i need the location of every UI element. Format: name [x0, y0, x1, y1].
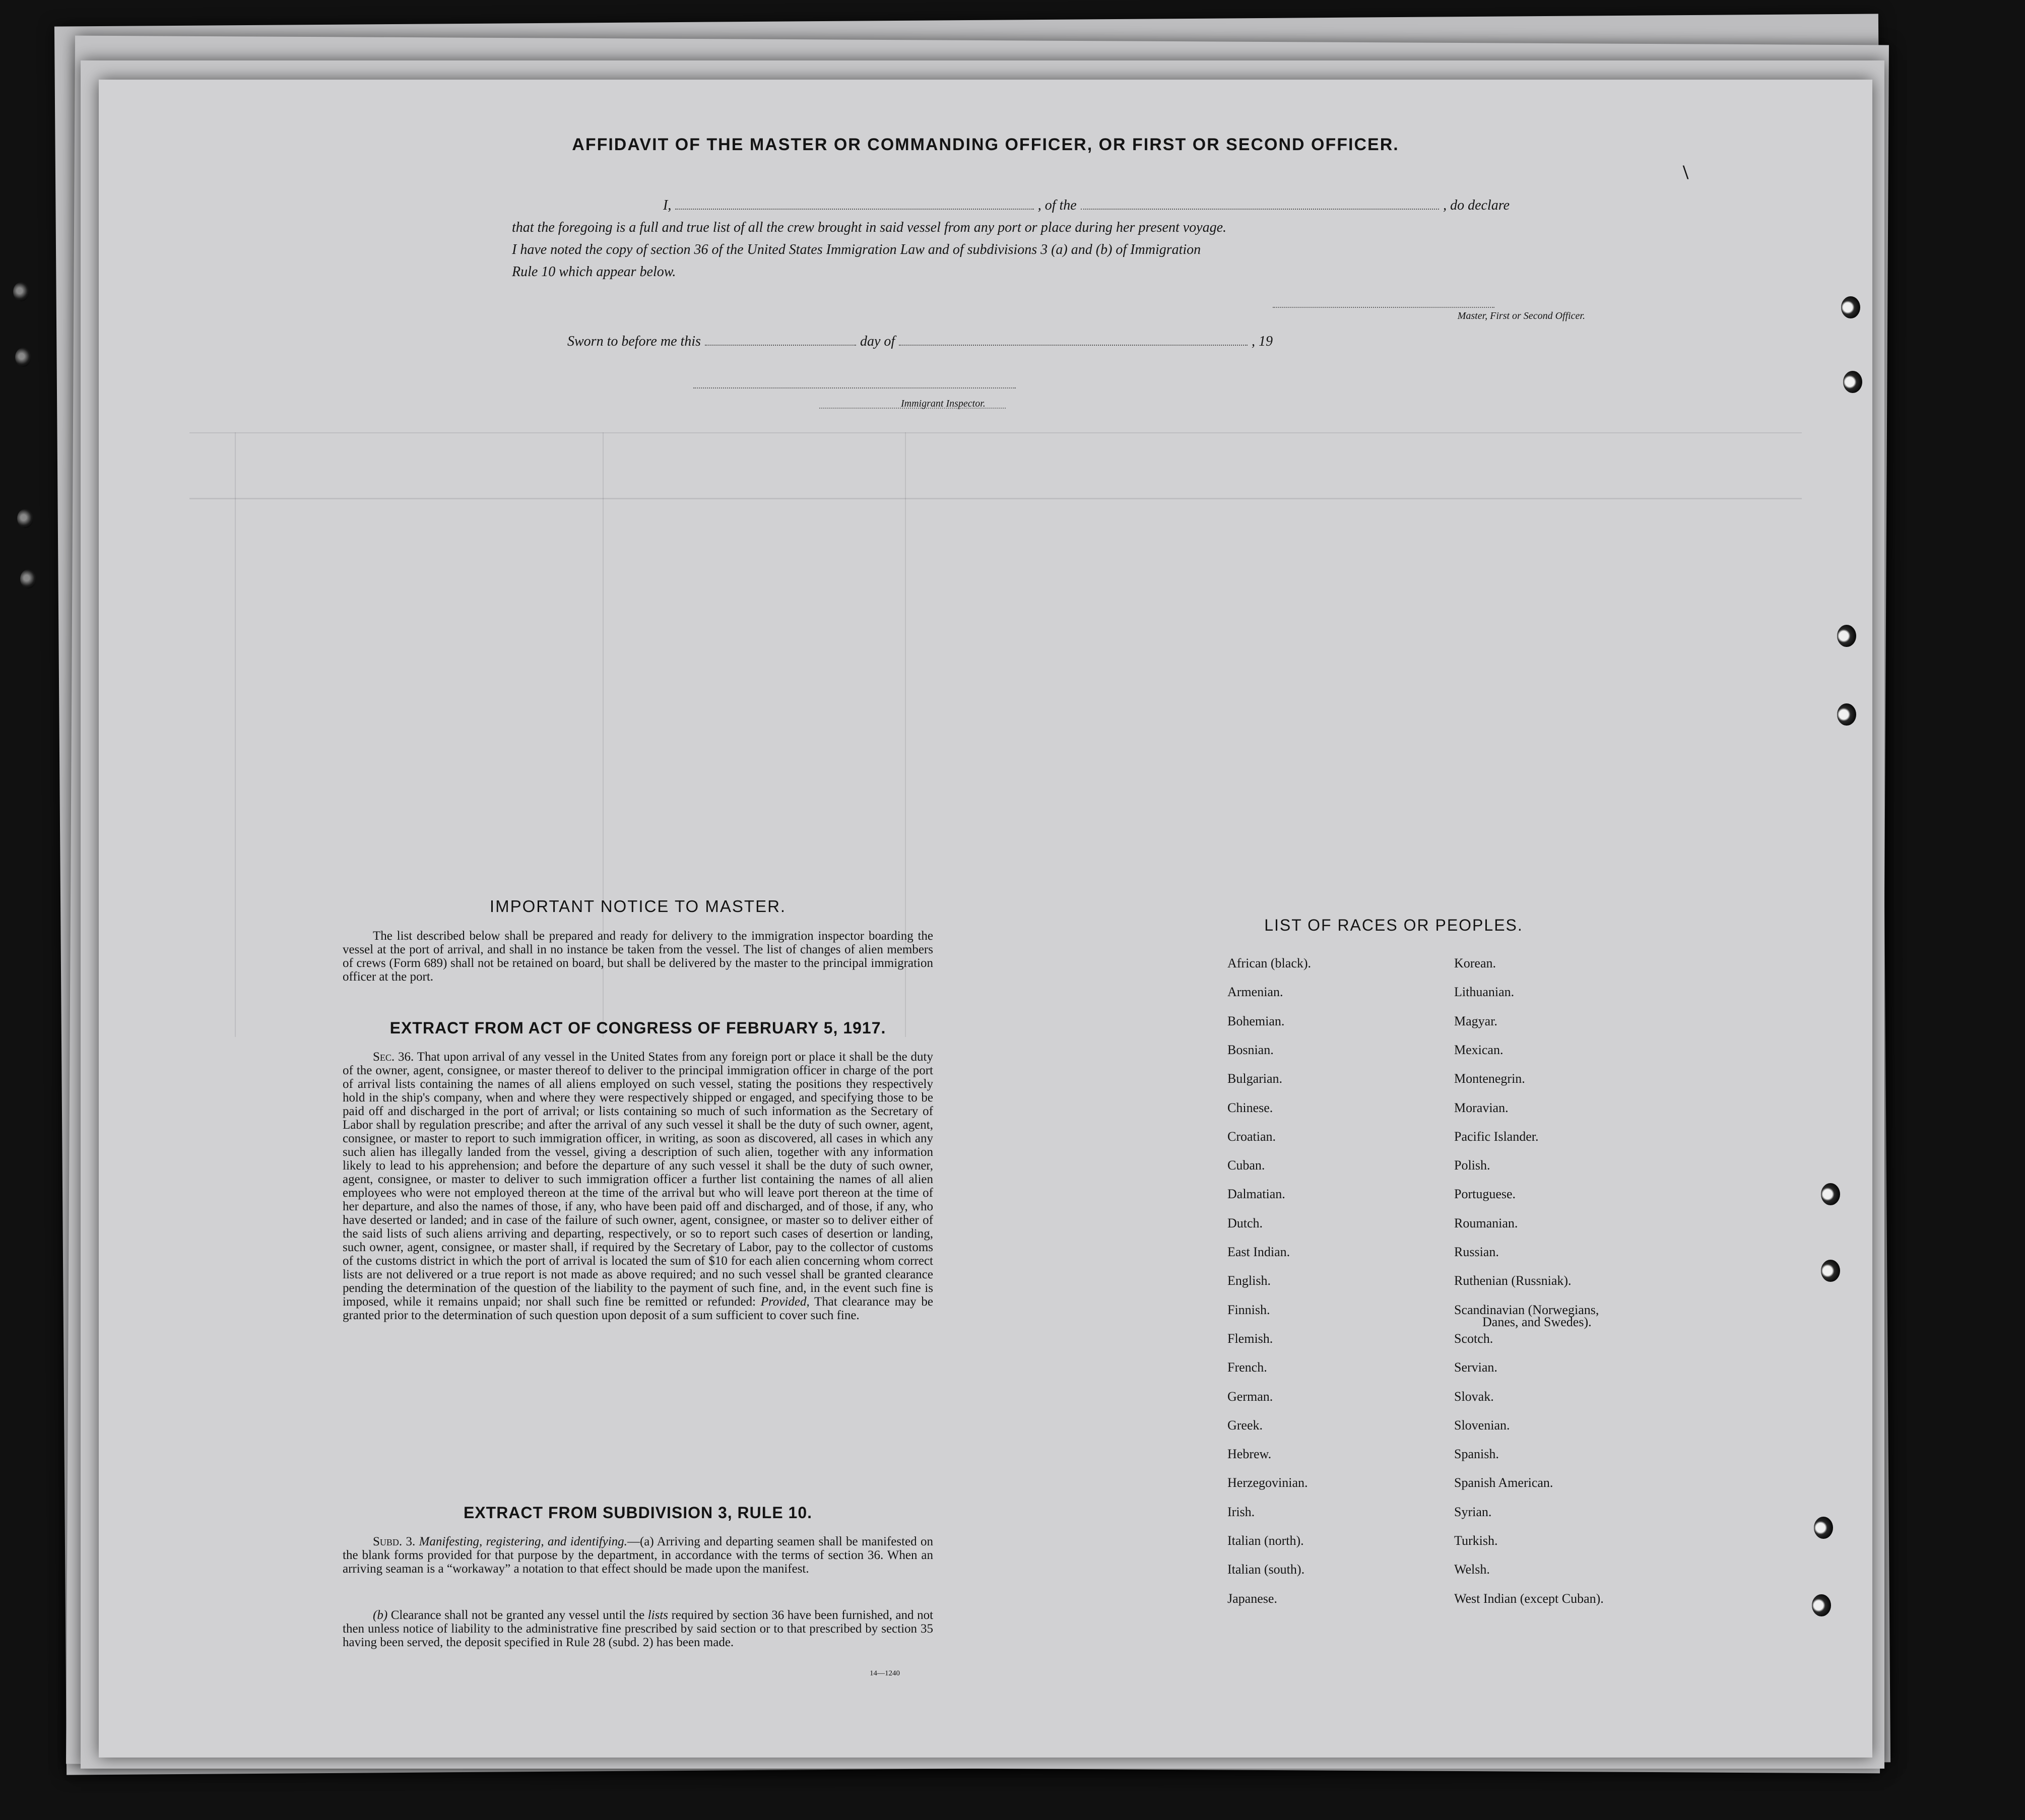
race-entry: Italian (south). [1227, 1562, 1305, 1577]
lists-word: lists [647, 1608, 669, 1622]
date-blank [705, 344, 856, 346]
affidavit-title: AFFIDAVIT OF THE MASTER OR COMMANDING OFFICER, OR FIRST OR SECOND OFFICER. [572, 135, 1399, 154]
race-entry: Danes, and Swedes). [1482, 1314, 1592, 1329]
race-entry: Turkish. [1454, 1533, 1498, 1548]
race-entry: Finnish. [1227, 1302, 1270, 1317]
race-entry: Korean. [1454, 956, 1496, 970]
subdivision-title: Manifesting, registering, and identifying. [419, 1535, 627, 1548]
race-entry: Syrian. [1454, 1504, 1492, 1519]
subdivision-b-label: (b) [373, 1608, 388, 1622]
race-entry: West Indian (except Cuban). [1454, 1591, 1604, 1606]
affidavit-line-4: Rule 10 which appear below. [512, 264, 676, 280]
inspector-signature-line [693, 387, 1016, 388]
name-blank [675, 208, 1033, 210]
punch-hole [1843, 371, 1862, 393]
signature-line [1273, 306, 1494, 308]
race-entry: German. [1227, 1389, 1273, 1404]
rule-extract-subd-b [343, 1608, 933, 1649]
punch-hole [1837, 703, 1856, 726]
race-entry: Irish. [1227, 1504, 1255, 1519]
signature-label: Master, First or Second Officer. [1457, 310, 1585, 321]
act-extract-body [343, 1050, 933, 1322]
race-entry: Greek. [1227, 1417, 1263, 1433]
punch-hole [1821, 1260, 1840, 1282]
race-entry: Servian. [1454, 1360, 1497, 1375]
race-entry: East Indian. [1227, 1245, 1290, 1259]
race-entry: Dutch. [1227, 1215, 1263, 1230]
race-entry: English. [1227, 1273, 1271, 1288]
race-entry: Hebrew. [1227, 1447, 1272, 1462]
form-number: 14—1240 [870, 1669, 900, 1677]
race-entry: Montenegrin. [1454, 1071, 1525, 1086]
section-36-proviso-text: That clearance may be granted prior to the determination of such question upon deposit of a sum sufficient to cover such fine. [343, 1295, 933, 1322]
binder-rivet [17, 509, 33, 528]
vessel-blank [1081, 208, 1439, 210]
race-entry: Herzegovinian. [1227, 1475, 1308, 1490]
race-entry: Slovenian. [1454, 1417, 1510, 1433]
manifest-page [99, 80, 1872, 1758]
affidavit-line-3: I have noted the copy of section 36 of the United States Immigration Law and of subdivisions 3 (a) and (b) of Immigration [512, 242, 1201, 257]
punch-hole [1821, 1183, 1840, 1205]
race-entry: French. [1227, 1360, 1267, 1375]
subdivision-b-text-2: required by section 36 have been furnished, and not then unless notice of liability to the administrative fine prescribed by said section or to that prescribed by section 35 having been served, the deposit specified in Rule 28 (subd. 2) has been made. [343, 1608, 934, 1649]
affidavit-of-the: , of the [1037, 198, 1077, 213]
punch-hole [1837, 625, 1856, 647]
race-entry: Croatian. [1227, 1129, 1276, 1144]
punch-hole [1814, 1517, 1833, 1539]
race-entry: Cuban. [1227, 1158, 1265, 1173]
race-entry: Magyar. [1454, 1013, 1497, 1028]
inspector-label: Immigrant Inspector. [901, 398, 986, 409]
race-entry: Welsh. [1454, 1562, 1490, 1577]
race-entry: Portuguese. [1454, 1187, 1516, 1202]
affidavit-body [512, 194, 1510, 283]
races-title: LIST OF RACES OR PEOPLES. [1264, 916, 1523, 934]
binder-rivet [15, 348, 31, 367]
race-entry: African (black). [1227, 956, 1312, 970]
rule-extract-subd-a [343, 1535, 933, 1576]
race-entry: Moravian. [1454, 1100, 1509, 1115]
tick-mark: \ [1683, 161, 1689, 183]
race-entry: Armenian. [1227, 985, 1283, 1000]
subdivision-label: Subd. 3. [373, 1535, 416, 1548]
race-entry: Flemish. [1227, 1331, 1273, 1346]
sworn-statement [567, 334, 1273, 350]
race-entry: Dalmatian. [1227, 1187, 1285, 1202]
race-entry: Spanish. [1454, 1447, 1499, 1462]
race-entry: Bosnian. [1227, 1042, 1274, 1057]
section-label: Sec. 36. [373, 1050, 414, 1064]
race-entry: Pacific Islander. [1454, 1129, 1539, 1144]
subdivision-b-text: Clearance shall not be granted any vessel until the [390, 1608, 645, 1622]
race-entry: Ruthenian (Russniak). [1454, 1273, 1572, 1288]
act-extract-heading: EXTRACT FROM ACT OF CONGRESS OF FEBRUARY 5, 1917. [389, 1019, 886, 1037]
punch-hole [1812, 1594, 1831, 1616]
race-entry: Spanish American. [1454, 1475, 1553, 1490]
bleed-through-rule [189, 432, 1802, 433]
race-entry: Slovak. [1454, 1389, 1494, 1404]
notice-body: The list described below shall be prepared and ready for delivery to the immigration inspector boarding the vessel at the port of arrival, and shall in no instance be taken from the vessel. The list of changes of alien members of crews (Form 689) shall not be retained on board, but shall be delivered by the master to the principal immigration officer at the port. [343, 929, 933, 984]
binder-rivet [13, 282, 29, 301]
race-entry: Japanese. [1227, 1591, 1277, 1606]
race-entry: Russian. [1454, 1245, 1499, 1259]
race-entry: Lithuanian. [1454, 985, 1515, 1000]
bleed-through-rule [189, 498, 1802, 499]
race-entry: Roumanian. [1454, 1215, 1518, 1230]
race-entry: Scandinavian (Norwegians, [1454, 1302, 1599, 1317]
rule-extract-heading: EXTRACT FROM SUBDIVISION 3, RULE 10. [463, 1504, 813, 1522]
race-entry: Scotch. [1454, 1331, 1493, 1346]
affidavit-line-2: that the foregoing is a full and true list of all the crew brought in said vessel from any port or place during her present voyage. [512, 220, 1227, 235]
race-entry: Italian (north). [1227, 1533, 1304, 1548]
race-entry: Bulgarian. [1227, 1071, 1283, 1086]
races-right-column [1454, 956, 1736, 1712]
binder-rivet [20, 569, 36, 589]
affidavit-prefix: I, [663, 198, 672, 213]
race-entry: Polish. [1454, 1158, 1490, 1173]
section-36-text: That upon arrival of any vessel in the United States from any foreign port or place it shall be the duty of the owner, agent, consignee, or master thereof to deliver to the principal immigration officer in charge of the port of arrival lists containing the names of all aliens employed on such vessel, stating the positions they respectively hold in the ship's company, when and where they were respectively shipped or engaged, and specifying those to be paid off and discharged in the port of arrival; or lists containing so much of such information as the Secretary of Labor shall by regulation prescribe; and after the arrival of any such vessel it shall be the duty of such owner, agent, consignee, or master to report to such immigration officer, in writing, as soon as discovered, all cases in which any such alien has illegally landed from the vessel, giving a description of such alien, together with any information likely to lead to his apprehension; and before the departure of any such vessel it shall be the duty of such owner, agent, consignee, or master to deliver to such immigration officer a further list containing the names of all alien employees who were not employed thereon at the time of the arrival but who will leave port thereon at the time of her departure, and also the names of those, if any, who have been paid off and discharged, and of those, if any, who have deserted or landed; and in case of the failure of such owner, agent, consignee, or master so to deliver either of the said lists of such aliens arriving and departing, respectively, or so to report such cases of desertion or landing, such owner, agent, consignee, or master shall, if required by the Secretary of Labor, pay to the collector of customs of the customs district in which the port of arrival is located the sum of $10 for each alien concerning whom correct lists are not delivered or a true report is not made as above required; and no such vessel shall be granted clearance pending the determination of the question of the liability to the payment of such fine, and, in the event such fine is imposed, while it remains unpaid; nor shall such fine be remitted or refunded: [343, 1050, 933, 1309]
punch-hole [1841, 296, 1860, 318]
race-entry: Bohemian. [1227, 1013, 1285, 1028]
sworn-prefix: Sworn to before me this [567, 334, 701, 349]
bleed-through-rule [235, 432, 236, 1037]
affidavit-declaration-line [512, 194, 1510, 217]
affidavit-do-declare: , do declare [1443, 198, 1510, 213]
sworn-year: , 19 [1252, 334, 1273, 349]
subdivision-a-text: —(a) Arriving and departing seamen shall be manifested on the blank forms provided for that purpose by the department, in accordance with the terms of section 36. When an arriving seaman is a “workaway” a notation to that effect should be made upon the manifest. [343, 1535, 933, 1576]
race-entry: Mexican. [1454, 1042, 1504, 1057]
proviso-word: Provided, [760, 1295, 810, 1309]
sworn-day-of: day of [860, 334, 895, 349]
notice-title: IMPORTANT NOTICE TO MASTER. [489, 897, 787, 916]
races-left-column [1227, 956, 1439, 1712]
month-blank [899, 344, 1248, 346]
race-entry: Chinese. [1227, 1100, 1273, 1115]
